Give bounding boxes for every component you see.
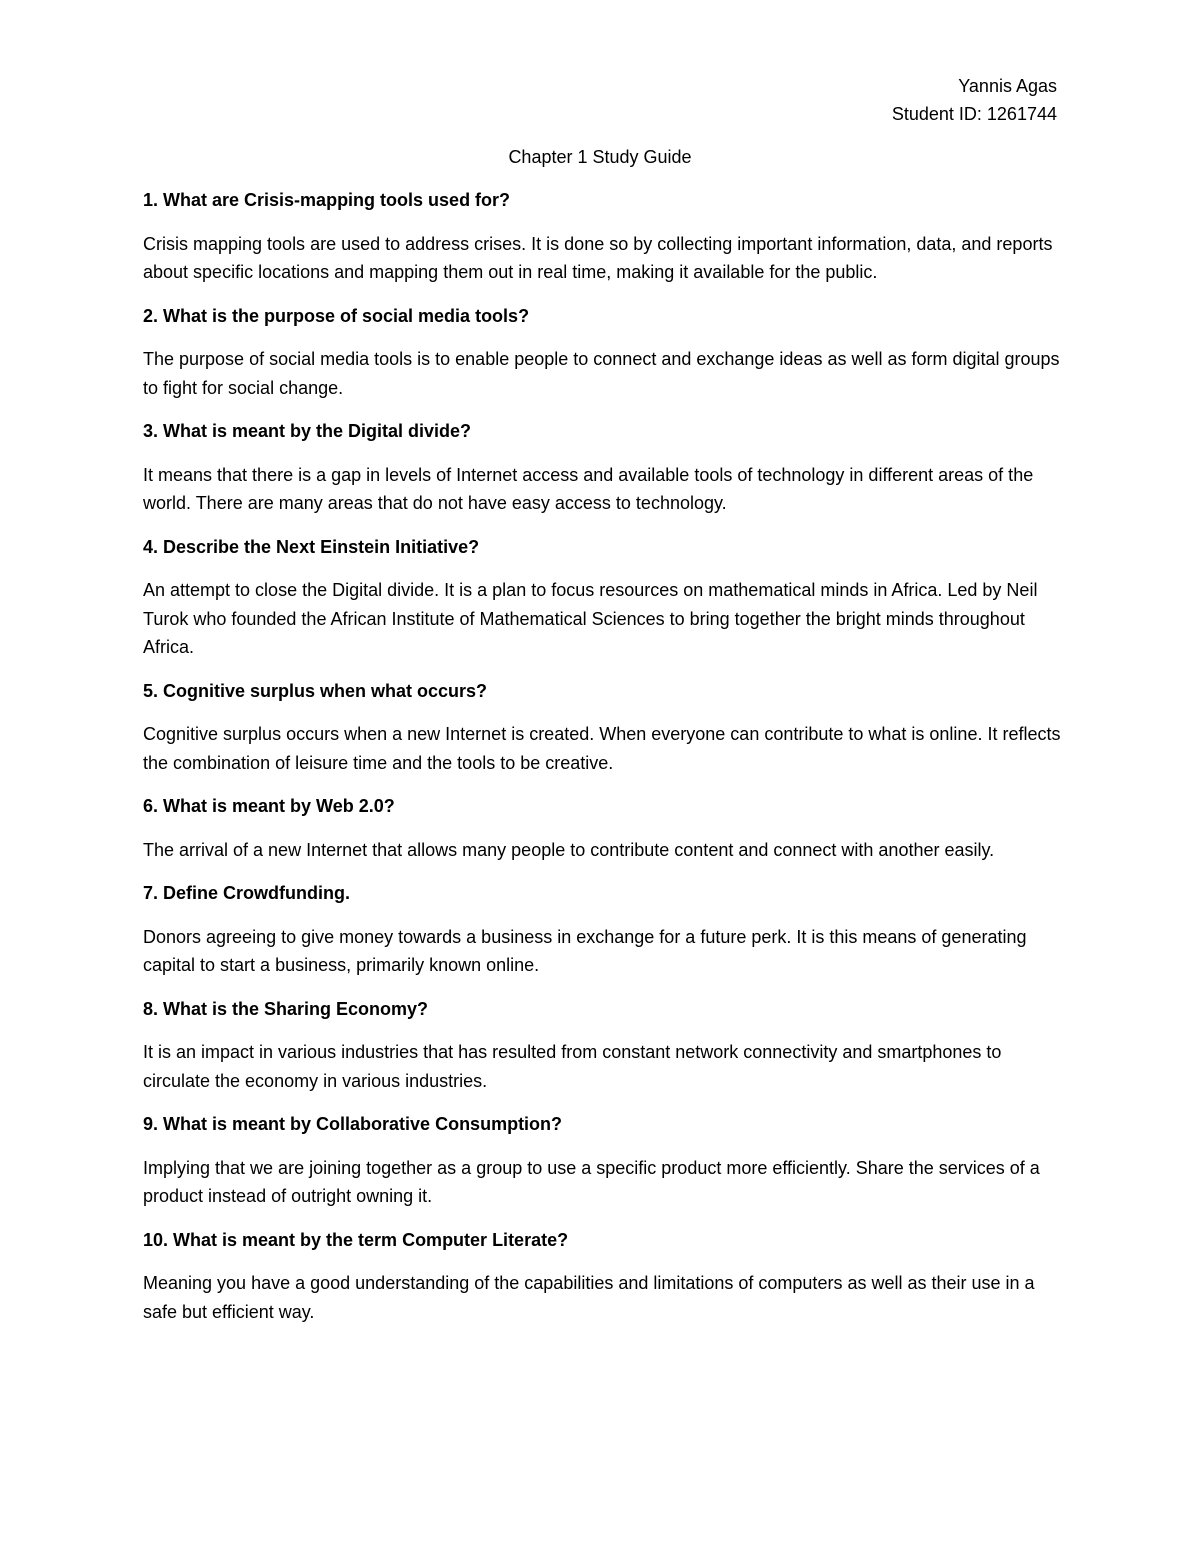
question: 9. What is meant by Collaborative Consumption?	[143, 1114, 563, 1134]
question: 10. What is meant by the term Computer Literate?	[143, 1229, 569, 1250]
answer: An attempt to close the Digital divide. It is a plan to focus resources on mathematical minds in Africa. Led by Neil Turok who founded the African Institute of Mathematical Sciences to bring together the bright minds throughout Africa.	[143, 580, 1038, 657]
qa-item	[143, 1226, 1063, 1327]
answer: The arrival of a new Internet that allows many people to contribute content and connect with another easily.	[143, 839, 995, 860]
qa-item	[143, 302, 1063, 403]
answer: Implying that we are joining together as a group to use a specific product more efficiently. Share the services of a product instead of outright owning it.	[143, 1157, 1040, 1206]
qa-item	[143, 1110, 1063, 1211]
qa-list	[143, 186, 1063, 1341]
qa-item	[143, 533, 1063, 662]
question: 2. What is the purpose of social media tools?	[143, 305, 530, 326]
question: 7. Define Crowdfunding.	[143, 883, 350, 903]
document-title: Chapter 1 Study Guide	[508, 147, 692, 167]
answer: Meaning you have a good understanding of the capabilities and limitations of computers as well as their use in a safe but efficient way.	[143, 1273, 1035, 1322]
question: 1. What are Crisis-mapping tools used for?	[143, 190, 511, 210]
question: 6. What is meant by Web 2.0?	[143, 796, 395, 816]
question: 4. Describe the Next Einstein Initiative?	[143, 536, 480, 557]
qa-item	[143, 417, 1063, 518]
qa-item	[143, 879, 1063, 980]
author-name: Yannis Agas	[958, 76, 1057, 96]
answer: Donors agreeing to give money towards a business in exchange for a future perk. It is this means of generating capital to start a business, primarily known online.	[143, 926, 1027, 975]
qa-item	[143, 186, 1063, 287]
qa-item	[143, 677, 1063, 778]
answer: It means that there is a gap in levels of Internet access and available tools of technology in different areas of the world. There are many areas that do not have easy access to technology.	[143, 464, 1034, 513]
answer: It is an impact in various industries that has resulted from constant network connectivity and smartphones to circulate the economy in various industries.	[143, 1042, 1002, 1091]
qa-item	[143, 995, 1063, 1096]
answer: Crisis mapping tools are used to address crises. It is done so by collecting important information, data, and reports about specific locations and mapping them out in real time, making it available for the public.	[143, 233, 1053, 282]
qa-item	[143, 792, 1063, 864]
student-id: Student ID: 1261744	[891, 104, 1057, 124]
header-block	[892, 72, 1057, 128]
answer: The purpose of social media tools is to enable people to connect and exchange ideas as well as form digital groups to fight for social change.	[143, 349, 1060, 398]
question: 3. What is meant by the Digital divide?	[143, 421, 472, 441]
answer: Cognitive surplus occurs when a new Internet is created. When everyone can contribute to what is online. It reflects the combination of leisure time and the tools to be creative.	[143, 724, 1061, 773]
question: 5. Cognitive surplus when what occurs?	[143, 680, 488, 701]
question: 8. What is the Sharing Economy?	[143, 998, 429, 1019]
